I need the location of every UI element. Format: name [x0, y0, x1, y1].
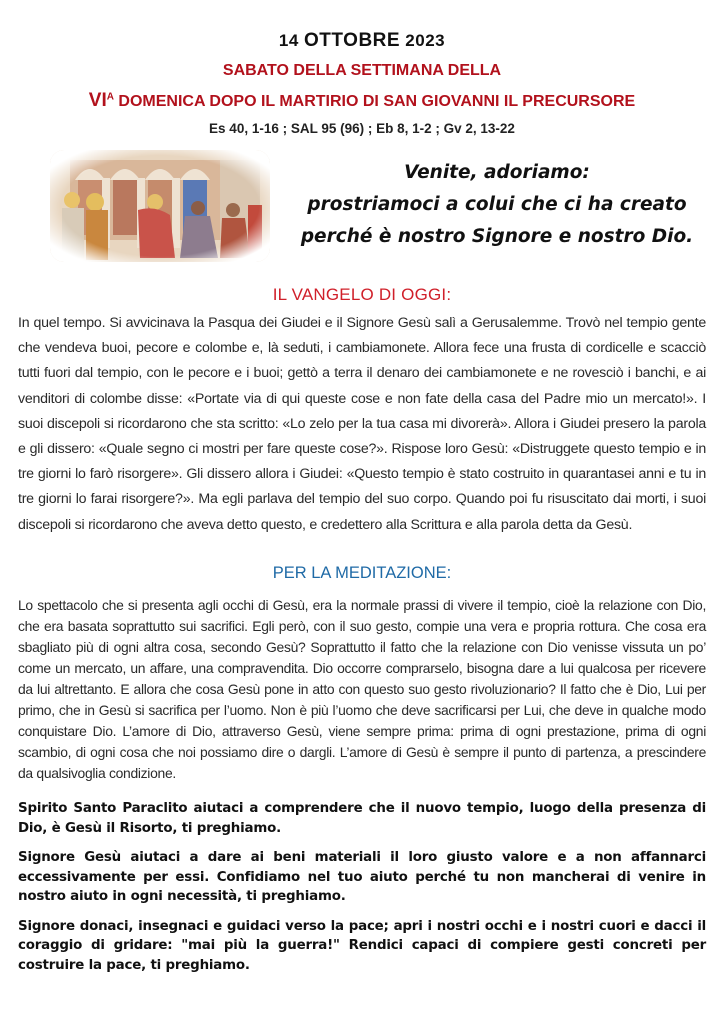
liturgical-subtitle: SABATO DELLA SETTIMANA DELLA [222, 62, 502, 79]
antiphon-line-3: perché è nostro Signore e nostro Dio. [300, 226, 694, 247]
liturgical-title-sup: A [106, 91, 114, 103]
page-date [0, 30, 724, 52]
fresco-image [50, 150, 270, 262]
prayers-list [18, 799, 706, 985]
liturgical-title-rest: DOMENICA DOPO IL MARTIRIO DI SAN GIOVANNI IL PRECURSORE [113, 93, 636, 110]
prayer-item: Spirito Santo Paraclito aiutaci a comprendere che il nuovo tempio, luogo della presenza di Dio, è Gesù il Risorto, ti preghiamo. [18, 801, 706, 836]
prayer-item: Signore Gesù aiutaci a dare ai beni materiali il loro giusto valore e a non affannarci eccessivamente per essi. Confidiamo nel tuo aiuto perché tu non mancherai di venire in nostro aiuto in ogni necessità, ti preghiamo. [18, 850, 706, 904]
antiphon [282, 157, 712, 253]
antiphon-line-1: Venite, adoriamo: [404, 162, 590, 183]
liturgical-title-prefix: VI [88, 90, 107, 111]
meditation-text: Lo spettacolo che si presenta agli occhi di Gesù, era la normale prassi di vivere il tempio, cioè la relazione con Dio, che era basata soprattutto sui sacrifici. Egli però, con il suo gesto, compie una vera e propria rottura. Che cosa era sbagliato più di ogni altra cosa, secondo Gesù? Soprattutto il fatto che la relazione con Dio venisse vissuta un po’ come un mercato, un affare, una compravendita. Dio occorre comprarselo, bisogna dare a lui qualcosa per ricevere da lui altrettanto. E allora che cosa Gesù pone in atto con questo suo gesto rivoluzionario? Il fatto che è Dio, Lui per primo, che in Gesù si sacrifica per l’uomo. Non è più l’uomo che deve sacrificarsi per Lui, che deve in qualche modo conquistare Dio. L’amore di Dio, attraverso Gesù, viene sempre prima: prima di ogni prestazione, prima di ogni scambio, di ogni cosa che noi possiamo dire o dargli. L’amore di Gesù è sempre il punto di partenza, a prescindere da qualsivoglia condizione. [18, 597, 706, 781]
liturgical-title [0, 90, 724, 112]
gospel-heading: IL VANGELO DI OGGI: [272, 285, 452, 304]
gospel-text: In quel tempo. Si avvicinava la Pasqua dei Giudei e il Signore Gesù salì a Gerusalemme. Trovò nel tempio gente che vendeva buoi, pecore e colombe e, là seduti, i cambiamonete. Allora fece una frusta di cordicelle e scacciò tutti fuori dal tempio, con le pecore e i buoi; gettò a terra il denaro dei cambiamonete e ne rovesciò i banchi, e ai venditori di colombe disse: «Portate via di qui queste cose e non fate della casa del Padre mio un mercato!». I suoi discepoli si ricordarono che sta scritto: «Lo zelo per la tua casa mi divorerà». Allora i Giudei presero la parola e gli dissero: «Quale segno ci mostri per fare queste cose?». Rispose loro Gesù: «Distruggete questo tempio e in tre giorni lo farò risorgere». Gli dissero allora i Giudei: «Questo tempio è stato costruito in quarantasei anni e tu in tre giorni lo farai risorgere?». Ma egli parlava del tempio del suo corpo. Quando poi fu risuscitato dai morti, i suoi discepoli si ricordarono che aveva detto questo, e credettero alla Scrittura e alla parola detta da Gesù. [18, 315, 706, 533]
date-day: 14 [278, 31, 299, 50]
meditation-heading: PER LA MEDITAZIONE: [272, 564, 452, 582]
prayer-item: Signore donaci, insegnaci e guidaci verso la pace; apri i nostri occhi e i nostri cuori e dacci il coraggio di gridare: "mai più la guerra!" Rendici capaci di compiere gesti concreti per costruire la pace, ti preghiamo. [18, 918, 706, 973]
fresco-illustration [50, 150, 270, 262]
date-month: OTTOBRE [304, 30, 401, 51]
antiphon-line-2: prostriamoci a colui che ci ha creato [307, 194, 687, 215]
readings-references: Es 40, 1-16 ; SAL 95 (96) ; Eb 8, 1-2 ; Gv 2, 13-22 [209, 121, 515, 136]
date-year: 2023 [405, 31, 446, 50]
